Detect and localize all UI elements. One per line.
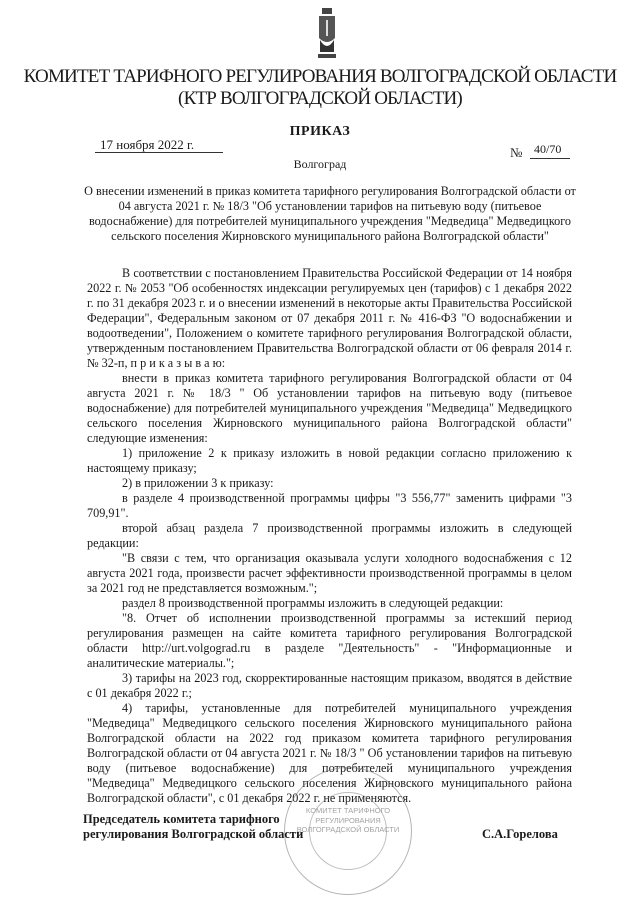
document-type: ПРИКАЗ — [289, 124, 351, 139]
body-paragraph: 4) тарифы, установленные для потребителей муниципального учреждения "Медведица" Медведицкого сельского поселения Жирновского муниципального района Волгоградской области на 2022 год приказом комитета тарифного регулирования Волгоградской области от 04 августа 2021 г. № 18/3 " Об установлении тарифов на питьевую воду (питьевое водоснабжение) для потребителей муниципального учреждения "Медведица" Медведицкого сельского поселения Жирновского муниципального района Волгоградской области", с 01 декабря 2022 г. не применяются. — [87, 701, 572, 805]
document-body — [87, 266, 572, 806]
body-paragraph: в разделе 4 производственной программы цифры "3 556,77" заменить цифрами "3 709,91". — [87, 491, 572, 520]
body-paragraph: "В связи с тем, что организация оказывала услуги холодного водоснабжения с 12 августа 2021 года, произвести расчет эффективности производственной программы в целом за 2021 год не представляется возможным."; — [87, 551, 572, 595]
document-subject: О внесении изменений в приказ комитета тарифного регулирования Волгоградской области от 04 августа 2021 г. № 18/3 "Об установлении тарифов на питьевую воду (питьевое водоснабжение) для потребителей муниципального учреждения "Медведица" Медведицкого сельского поселения Жирновского муниципального района Волгоградской области" — [84, 184, 576, 243]
body-paragraph: второй абзац раздела 7 производственной программы изложить в следующей редакции: — [87, 521, 572, 550]
signatory-name: С.А.Горелова — [482, 827, 558, 841]
body-paragraph: раздел 8 производственной программы изложить в следующей редакции: — [122, 596, 504, 610]
document-date: 17 ноября 2022 г. — [100, 137, 195, 152]
number-label: № — [510, 145, 523, 160]
signatory-title-line1: Председатель комитета тарифного — [83, 812, 280, 826]
date-underline — [95, 152, 223, 153]
signatory-title-line2: регулирования Волгоградской области — [83, 827, 304, 841]
volgograd-emblem-icon — [316, 8, 338, 60]
body-paragraph: 1) приложение 2 к приказу изложить в новой редакции согласно приложению к настоящему приказу; — [87, 446, 572, 475]
org-short-name: (КТР ВОЛГОГРАДСКОЙ ОБЛАСТИ) — [178, 88, 462, 109]
body-paragraph: "8. Отчет об исполнении производственной программы за истекший период регулирования размещен на сайте комитета тарифного регулирования Волгоградской области http://urt.volgograd.ru в разделе "Деятельность" - "Информационные и аналитические материалы."; — [87, 611, 572, 670]
body-paragraph: В соответствии с постановлением Правительства Российской Федерации от 14 ноября 2022 г. № 2053 "Об особенностях индексации регулируемых цен (тарифов) с 1 декабря 2022 г. по 31 декабря 2023 г. и о внесении изменений в некоторые акты Правительства Российской Федерации", Федеральным законом от 07 декабря 2011 г. № 416-ФЗ "О водоснабжении и водоотведении", Положением о комитете тарифного регулирования Волгоградской области, утвержденным постановлением Правительства Волгоградской области от 06 февраля 2014 г. № 32-п, п р и к а з ы в а ю: — [87, 266, 572, 370]
body-paragraph: внести в приказ комитета тарифного регулирования Волгоградской области от 04 августа 2021 г. № 18/3 " Об установлении тарифов на питьевую воду (питьевое водоснабжение) для потребителей муниципального учреждения "Медведица" Медведицкого сельского поселения Жирновского муниципального района Волгоградской области" следующие изменения: — [87, 371, 572, 445]
seal-text: КОМИТЕТ ТАРИФНОГО РЕГУЛИРОВАНИЯ ВОЛГОГРАДСКОЙ ОБЛАСТИ — [296, 806, 400, 834]
org-name: КОМИТЕТ ТАРИФНОГО РЕГУЛИРОВАНИЯ ВОЛГОГРАДСКОЙ ОБЛАСТИ — [23, 66, 617, 87]
body-paragraph: 3) тарифы на 2023 год, скорректированные настоящим приказом, вводятся в действие с 01 декабря 2022 г.; — [87, 671, 572, 700]
body-paragraph: 2) в приложении 3 к приказу: — [122, 476, 274, 490]
document-number: 40/70 — [534, 142, 562, 156]
document-city: Волгоград — [293, 157, 347, 171]
